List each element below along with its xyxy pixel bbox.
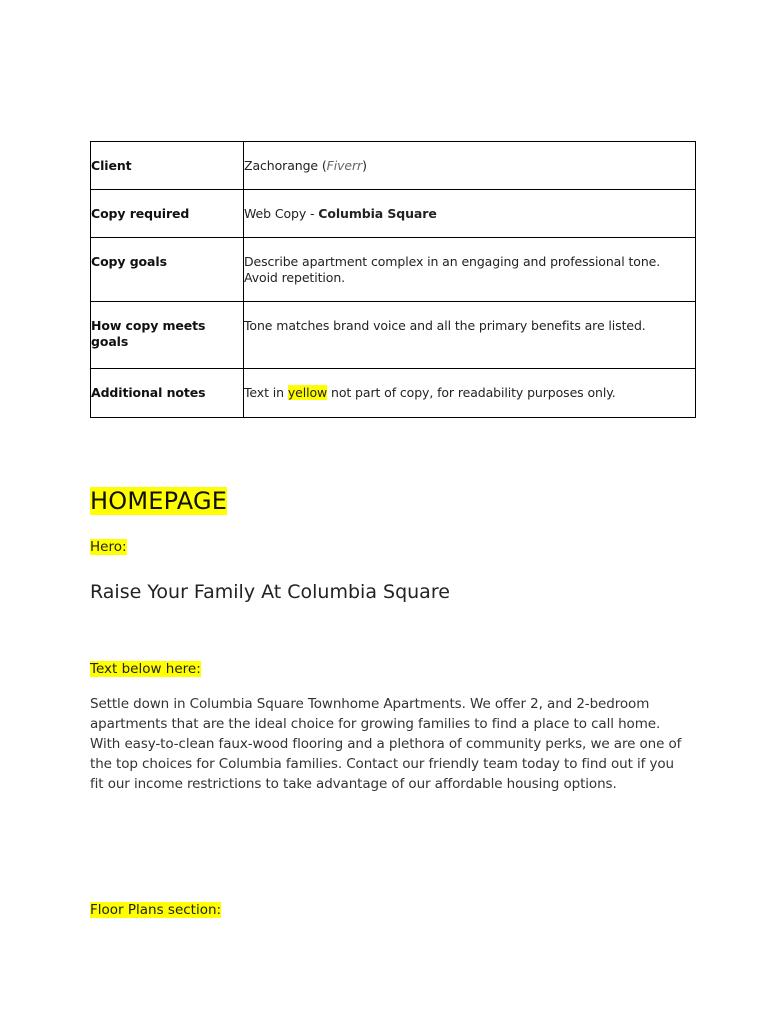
copy-required-project: Columbia Square <box>318 206 437 221</box>
client-platform: Fiverr <box>326 158 363 173</box>
floor-plans-label <box>90 901 221 919</box>
copy-required-type: Web Copy - <box>244 206 319 221</box>
text-below-label <box>90 660 201 678</box>
table-row <box>91 142 696 190</box>
client-value <box>244 142 696 190</box>
copy-goals-value: Describe apartment complex in an engaging and professional tone. Avoid repetition. <box>244 238 696 302</box>
copy-meets-goals-value: Tone matches brand voice and all the primary benefits are listed. <box>244 302 696 369</box>
table-row <box>91 190 696 238</box>
copy-required-value <box>244 190 696 238</box>
homepage-heading-text: HOMEPAGE <box>90 487 228 515</box>
floor-plans-label-text: Floor Plans section: <box>90 902 222 918</box>
notes-highlight-word: yellow <box>287 385 328 400</box>
client-close-paren: ) <box>362 158 367 173</box>
copy-required-label: Copy required <box>91 190 244 238</box>
table-row <box>91 302 696 369</box>
client-name: Zachorange ( <box>244 158 327 173</box>
hero-label <box>90 538 127 556</box>
additional-notes-value <box>244 369 696 418</box>
text-below-label-text: Text below here: <box>90 661 201 677</box>
copy-goals-label: Copy goals <box>91 238 244 302</box>
additional-notes-label: Additional notes <box>91 369 244 418</box>
notes-prefix: Text in <box>244 385 288 400</box>
homepage-heading <box>90 486 227 516</box>
copy-meets-goals-label: How copy meets goals <box>91 302 244 369</box>
project-brief-table <box>90 141 696 418</box>
notes-suffix: not part of copy, for readability purposes only. <box>327 385 616 400</box>
hero-label-text: Hero: <box>90 539 127 555</box>
table-row <box>91 369 696 418</box>
hero-body-copy: Settle down in Columbia Square Townhome Apartments. We offer 2, and 2-bedroom apartments that are the ideal choice for growing families to find a place to call home. With easy-to-clean faux-wood flooring and a plethora of community perks, we are one of the top choices for Columbia families. Contact our friendly team today to find out if you fit our income restrictions to take advantage of our affordable housing options. <box>90 696 682 792</box>
client-label: Client <box>91 142 244 190</box>
hero-headline: Raise Your Family At Columbia Square <box>90 581 450 603</box>
table-row <box>91 238 696 302</box>
